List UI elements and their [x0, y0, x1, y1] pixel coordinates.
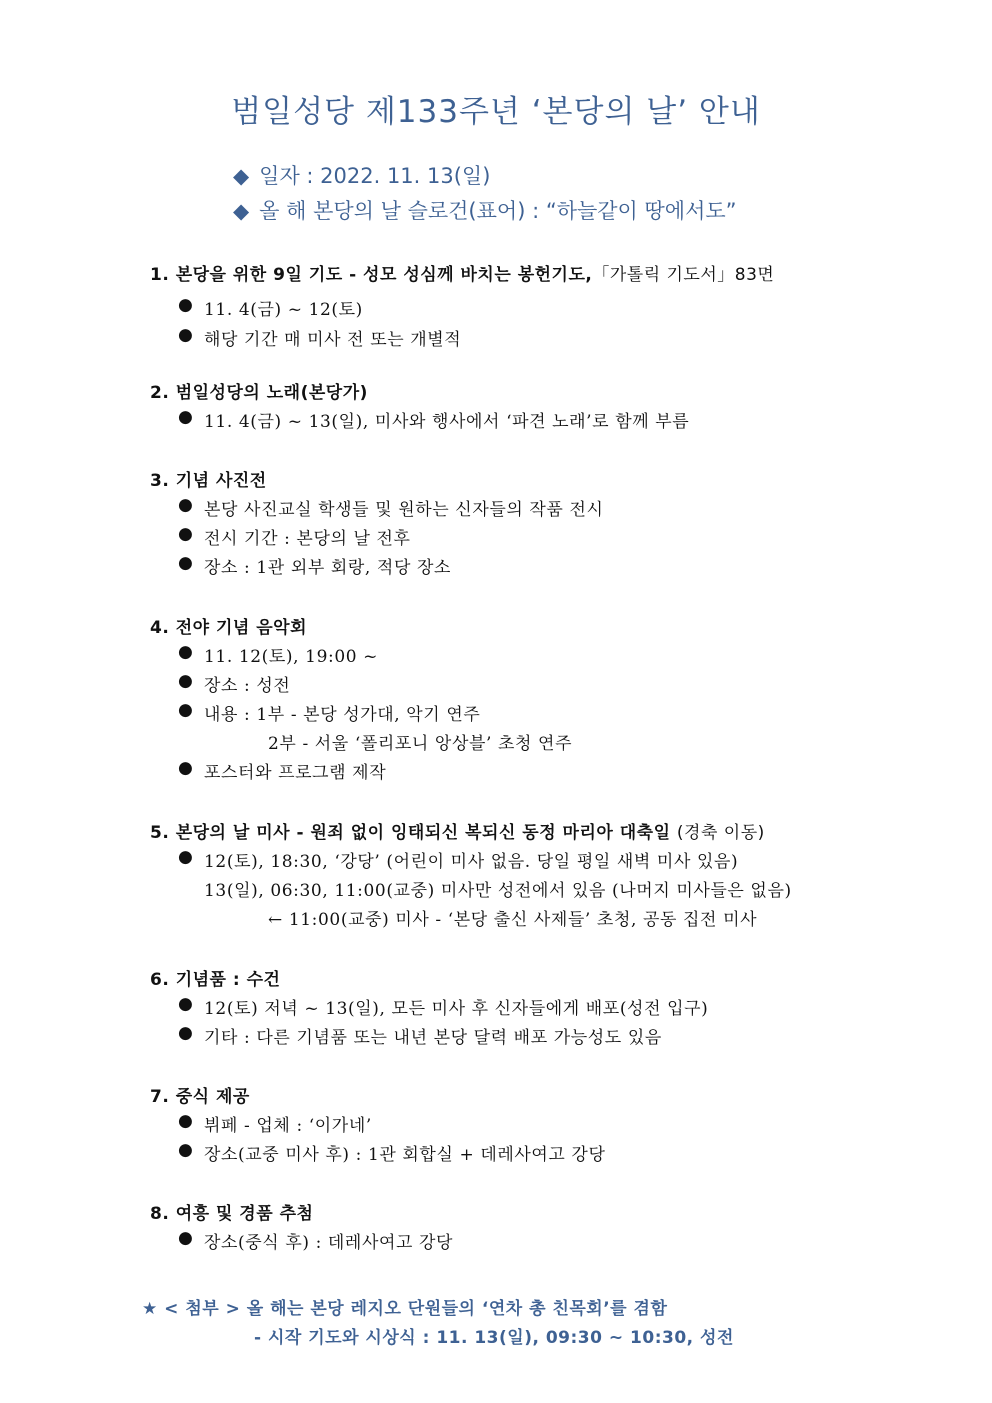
bullet-icon: ● [178, 1111, 194, 1131]
info-slogan-text: 올 해 본당의 날 슬로건(표어) : “하늘같이 땅에서도” [259, 199, 737, 223]
section-5-heading: 5. 본당의 날 미사 - 원죄 없이 잉태되신 복되신 동정 마리아 대축일 (경축 이동) [150, 823, 765, 843]
section-4 [150, 613, 850, 783]
list-item-continuation: 2부 - 서울 ‘폴리포니 앙상블’ 초청 연주 [268, 734, 573, 754]
section-8-heading: 8. 여흥 및 경품 추첨 [150, 1204, 314, 1224]
section-8 [150, 1199, 850, 1253]
bullet-icon: ● [178, 758, 194, 778]
info-date-text: 일자 : 2022. 11. 13(일) [259, 164, 491, 188]
list-item: ● 장소(중식 후) : 데레사여고 강당 [178, 1228, 454, 1253]
footer-note: ★ < 첨부 > 올 해는 본당 레지오 단원들의 ‘연차 총 친목회’를 겸함 [142, 1299, 668, 1319]
bullet-icon: ● [178, 1023, 194, 1043]
bullet-icon: ● [178, 642, 194, 662]
info-slogan [233, 195, 737, 225]
bullet-icon: ● [178, 325, 194, 345]
section-2-heading: 2. 범일성당의 노래(본당가) [150, 383, 368, 403]
section-3 [150, 466, 850, 578]
bullet-icon: ● [178, 495, 194, 515]
bullet-icon: ● [178, 671, 194, 691]
diamond-icon: ◆ [233, 199, 250, 223]
bullet-icon: ● [178, 847, 194, 867]
list-item: ● 12(토), 18:30, ‘강당’ (어린이 미사 없음. 당일 평일 새벽 미사 있음) [178, 847, 739, 872]
page-title: 범일성당 제133주년 ‘본당의 날’ 안내 [231, 94, 761, 130]
bullet-icon: ● [178, 553, 194, 573]
list-item: ● 뷔페 - 업체 : ‘이가네’ [178, 1111, 372, 1136]
bullet-icon: ● [178, 994, 194, 1014]
bullet-icon: ● [178, 1140, 194, 1160]
section-6-heading: 6. 기념품 : 수건 [150, 970, 281, 990]
bullet-icon: ● [178, 1228, 194, 1248]
section-1-heading: 1. 본당을 위한 9일 기도 - 성모 성심께 바치는 봉헌기도,「가톨릭 기도서」83면 [150, 265, 775, 285]
section-7-heading: 7. 중식 제공 [150, 1087, 250, 1107]
list-item: ● 장소 : 1관 외부 회랑, 적당 장소 [178, 553, 452, 578]
bullet-icon: ● [178, 524, 194, 544]
bullet-icon: ● [178, 700, 194, 720]
list-item: ● 11. 4(금) ~ 13(일), 미사와 행사에서 ‘파견 노래’로 함께 부름 [178, 407, 690, 432]
list-item: ● 내용 : 1부 - 본당 성가대, 악기 연주 [178, 700, 481, 725]
diamond-icon: ◆ [233, 164, 250, 188]
list-item: ● 포스터와 프로그램 제작 [178, 758, 387, 783]
section-5 [150, 818, 870, 930]
list-item: ● 전시 기간 : 본당의 날 전후 [178, 524, 411, 549]
list-item: ● 본당 사진교실 학생들 및 원하는 신자들의 작품 전시 [178, 495, 604, 520]
section-1 [150, 260, 850, 350]
list-item: ● 기타 : 다른 기념품 또는 내년 본당 달력 배포 가능성도 있음 [178, 1023, 662, 1048]
list-item: ● 12(토) 저녁 ~ 13(일), 모든 미사 후 신자들에게 배포(성전 입구) [178, 994, 709, 1019]
section-7 [150, 1082, 850, 1165]
bullet-icon: ● [178, 407, 194, 427]
section-4-heading: 4. 전야 기념 음악회 [150, 618, 307, 638]
list-item-continuation: 13(일), 06:30, 11:00(교중) 미사만 성전에서 있음 (나머지 미사들은 없음) [204, 881, 792, 901]
section-6 [150, 965, 850, 1048]
list-item: ● 장소(교중 미사 후) : 1관 회합실 + 데레사여고 강당 [178, 1140, 606, 1165]
list-item: ● 장소 : 성전 [178, 671, 291, 696]
list-item: ● 11. 12(토), 19:00 ~ [178, 642, 379, 667]
bullet-icon: ● [178, 295, 194, 315]
section-3-heading: 3. 기념 사진전 [150, 471, 267, 491]
list-item: ● 11. 4(금) ~ 12(토) [178, 295, 363, 320]
footer-detail: - 시작 기도와 시상식 : 11. 13(일), 09:30 ~ 10:30, 성전 [254, 1328, 734, 1348]
list-item: ● 해당 기간 매 미사 전 또는 개별적 [178, 325, 462, 350]
section-2 [150, 378, 850, 432]
list-item-continuation: ← 11:00(교중) 미사 - ‘본당 출신 사제들’ 초청, 공동 집전 미사 [268, 910, 758, 930]
info-date [233, 160, 490, 190]
